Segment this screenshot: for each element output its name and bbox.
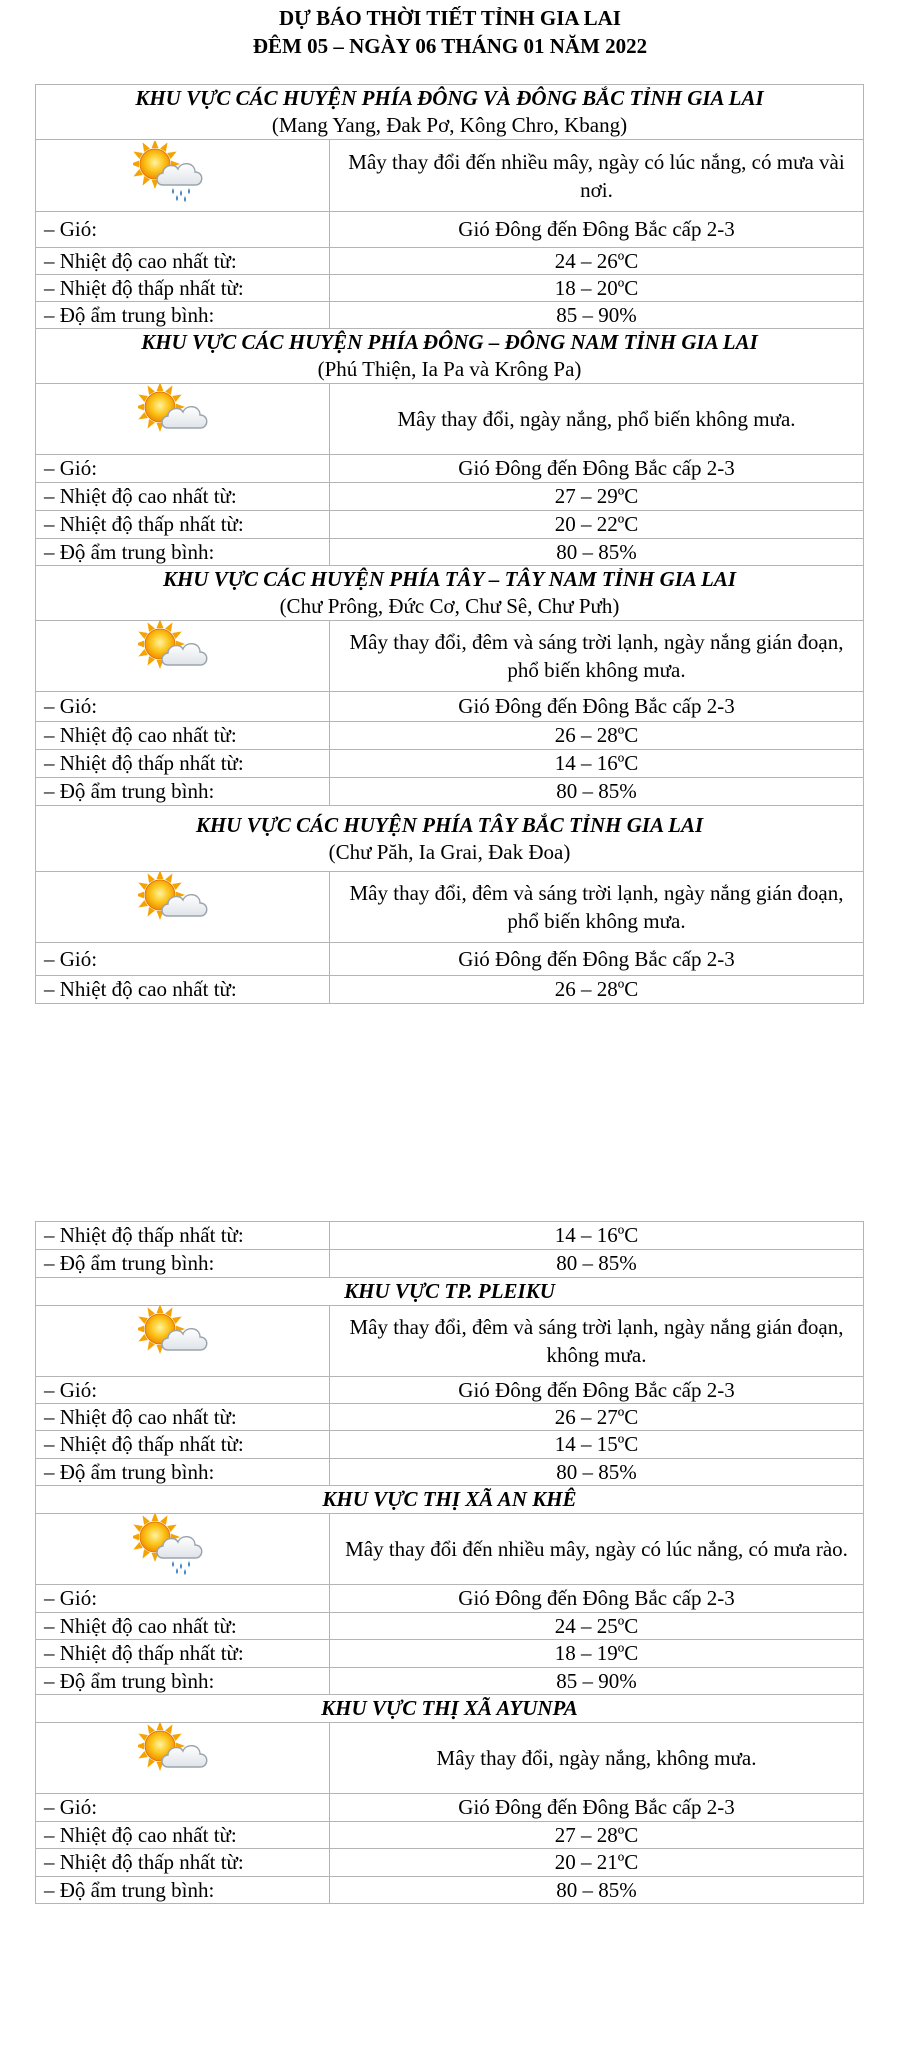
page-subtitle-date: ĐÊM 05 – NGÀY 06 THÁNG 01 NĂM 2022 [252,34,648,58]
min-temp-row [36,750,864,778]
min-temp-label: – Nhiệt độ thấp nhất từ: [36,1849,330,1877]
zone-title: KHU VỰC CÁC HUYỆN PHÍA TÂY – TÂY NAM TỈNH GIA LAI [162,567,737,591]
humidity-row [36,302,864,329]
forecast-table-part-1 [35,84,864,1004]
wind-label: – Gió: [36,1585,330,1613]
sun-cloud-rain-icon [133,141,213,211]
max-temp-label: – Nhiệt độ cao nhất từ: [36,248,330,275]
min-temp-row [36,511,864,539]
zone-title: KHU VỰC THỊ XÃ AYUNPA [321,1696,578,1720]
min-temp-row [36,1849,864,1877]
min-temp-value: 20 – 21ºC [330,1849,864,1877]
sun-cloud-icon [138,1306,218,1376]
zone-title: KHU VỰC THỊ XÃ AN KHÊ [322,1487,577,1511]
zone-header-row [36,1695,864,1723]
humidity-row [36,539,864,566]
humidity-value: 80 – 85% [330,778,864,806]
humidity-row [36,778,864,806]
min-temp-value: 14 – 15ºC [330,1431,864,1459]
max-temp-value: 26 – 28ºC [330,976,864,1004]
min-temp-label: – Nhiệt độ thấp nhất từ: [36,1222,330,1250]
zone-header [36,806,864,872]
zone-header [36,1278,864,1306]
zone-header [36,566,864,621]
max-temp-label: – Nhiệt độ cao nhất từ: [36,1404,330,1431]
max-temp-row [36,483,864,511]
min-temp-label: – Nhiệt độ thấp nhất từ: [36,750,330,778]
wind-value: Gió Đông đến Đông Bắc cấp 2-3 [330,943,864,976]
sun-cloud-rain-icon [133,1514,213,1584]
wind-row [36,1377,864,1404]
max-temp-value: 24 – 25ºC [330,1613,864,1640]
max-temp-label: – Nhiệt độ cao nhất từ: [36,976,330,1004]
zone-districts: (Phú Thiện, Ia Pa và Krông Pa) [317,357,582,381]
zone-districts: (Chư Prông, Đức Cơ, Chư Sê, Chư Pưh) [279,594,620,618]
min-temp-value: 18 – 19ºC [330,1640,864,1668]
humidity-label: – Độ ẩm trung bình: [36,539,330,566]
zone-header [36,329,864,384]
max-temp-value: 26 – 27ºC [330,1404,864,1431]
weather-description: Mây thay đổi đến nhiều mây, ngày có lúc nắng, có mưa vài nơi. [330,140,864,212]
min-temp-row [36,1222,864,1250]
max-temp-row [36,722,864,750]
zone-summary-row [36,1514,864,1585]
humidity-value: 85 – 90% [330,1668,864,1695]
weather-description: Mây thay đổi, đêm và sáng trời lạnh, ngày nắng gián đoạn, không mưa. [330,1306,864,1377]
wind-row [36,1585,864,1613]
humidity-value: 80 – 85% [330,1877,864,1904]
min-temp-label: – Nhiệt độ thấp nhất từ: [36,275,330,302]
sun-cloud-icon [138,872,218,942]
min-temp-row [36,1640,864,1668]
wind-label: – Gió: [36,943,330,976]
max-temp-value: 24 – 26ºC [330,248,864,275]
zone-header [36,1695,864,1723]
wind-row [36,1794,864,1822]
max-temp-value: 27 – 28ºC [330,1822,864,1849]
wind-value: Gió Đông đến Đông Bắc cấp 2-3 [330,1585,864,1613]
min-temp-value: 14 – 16ºC [330,1222,864,1250]
humidity-row [36,1668,864,1695]
max-temp-row [36,976,864,1004]
weather-icon-cell [36,1514,330,1585]
humidity-value: 80 – 85% [330,1250,864,1278]
weather-icon-cell [36,872,330,943]
zone-header-row [36,85,864,140]
weather-icon-cell [36,1723,330,1794]
max-temp-row [36,1822,864,1849]
humidity-row [36,1250,864,1278]
min-temp-row [36,1431,864,1459]
wind-value: Gió Đông đến Đông Bắc cấp 2-3 [330,455,864,483]
wind-label: – Gió: [36,455,330,483]
zone-summary-row [36,384,864,455]
zone-districts: (Chư Păh, Ia Grai, Đak Đoa) [328,839,571,864]
weather-description: Mây thay đổi đến nhiều mây, ngày có lúc nắng, có mưa rào. [330,1514,864,1585]
min-temp-label: – Nhiệt độ thấp nhất từ: [36,1640,330,1668]
humidity-value: 80 – 85% [330,539,864,566]
max-temp-row [36,248,864,275]
forecast-table-part-2 [35,1221,864,1904]
page-title: DỰ BÁO THỜI TIẾT TỈNH GIA LAI [279,6,621,30]
weather-description: Mây thay đổi, đêm và sáng trời lạnh, ngày nắng gián đoạn, phổ biến không mưa. [330,872,864,943]
max-temp-row [36,1613,864,1640]
wind-label: – Gió: [36,212,330,248]
wind-label: – Gió: [36,1794,330,1822]
zone-header-row [36,329,864,384]
sun-cloud-icon [138,1723,218,1793]
zone-summary-row [36,140,864,212]
humidity-label: – Độ ẩm trung bình: [36,1459,330,1486]
zone-title: KHU VỰC CÁC HUYỆN PHÍA TÂY BẮC TỈNH GIA LAI [195,812,704,837]
min-temp-label: – Nhiệt độ thấp nhất từ: [36,1431,330,1459]
zone-summary-row [36,621,864,692]
max-temp-label: – Nhiệt độ cao nhất từ: [36,1613,330,1640]
max-temp-label: – Nhiệt độ cao nhất từ: [36,1822,330,1849]
wind-row [36,692,864,722]
wind-value: Gió Đông đến Đông Bắc cấp 2-3 [330,1377,864,1404]
humidity-value: 85 – 90% [330,302,864,329]
weather-icon-cell [36,140,330,212]
humidity-row [36,1459,864,1486]
zone-header-row [36,806,864,872]
max-temp-value: 27 – 29ºC [330,483,864,511]
wind-row [36,943,864,976]
min-temp-label: – Nhiệt độ thấp nhất từ: [36,511,330,539]
weather-description: Mây thay đổi, ngày nắng, không mưa. [330,1723,864,1794]
zone-title: KHU VỰC TP. PLEIKU [344,1279,555,1303]
wind-row [36,212,864,248]
zone-summary-row [36,1723,864,1794]
min-temp-value: 14 – 16ºC [330,750,864,778]
wind-value: Gió Đông đến Đông Bắc cấp 2-3 [330,692,864,722]
max-temp-label: – Nhiệt độ cao nhất từ: [36,722,330,750]
weather-icon-cell [36,384,330,455]
zone-title: KHU VỰC CÁC HUYỆN PHÍA ĐÔNG – ĐÔNG NAM TỈNH GIA LAI [141,330,758,354]
zone-summary-row [36,872,864,943]
wind-label: – Gió: [36,692,330,722]
zone-districts: (Mang Yang, Đak Pơ, Kông Chro, Kbang) [271,113,628,137]
max-temp-row [36,1404,864,1431]
humidity-value: 80 – 85% [330,1459,864,1486]
weather-icon-cell [36,1306,330,1377]
weather-description: Mây thay đổi, ngày nắng, phổ biến không mưa. [330,384,864,455]
zone-header-row [36,566,864,621]
zone-header-row [36,1278,864,1306]
sun-cloud-icon [138,384,218,454]
wind-label: – Gió: [36,1377,330,1404]
humidity-label: – Độ ẩm trung bình: [36,778,330,806]
zone-header-row [36,1486,864,1514]
weather-icon-cell [36,621,330,692]
humidity-label: – Độ ẩm trung bình: [36,302,330,329]
humidity-label: – Độ ẩm trung bình: [36,1250,330,1278]
zone-summary-row [36,1306,864,1377]
zone-header [36,85,864,140]
min-temp-row [36,275,864,302]
min-temp-value: 18 – 20ºC [330,275,864,302]
min-temp-value: 20 – 22ºC [330,511,864,539]
humidity-label: – Độ ẩm trung bình: [36,1668,330,1695]
max-temp-label: – Nhiệt độ cao nhất từ: [36,483,330,511]
weather-description: Mây thay đổi, đêm và sáng trời lạnh, ngày nắng gián đoạn, phổ biến không mưa. [330,621,864,692]
wind-value: Gió Đông đến Đông Bắc cấp 2-3 [330,1794,864,1822]
humidity-label: – Độ ẩm trung bình: [36,1877,330,1904]
wind-row [36,455,864,483]
zone-header [36,1486,864,1514]
humidity-row [36,1877,864,1904]
sun-cloud-icon [138,621,218,691]
zone-title: KHU VỰC CÁC HUYỆN PHÍA ĐÔNG VÀ ĐÔNG BẮC TỈNH GIA LAI [135,86,764,110]
wind-value: Gió Đông đến Đông Bắc cấp 2-3 [330,212,864,248]
max-temp-value: 26 – 28ºC [330,722,864,750]
